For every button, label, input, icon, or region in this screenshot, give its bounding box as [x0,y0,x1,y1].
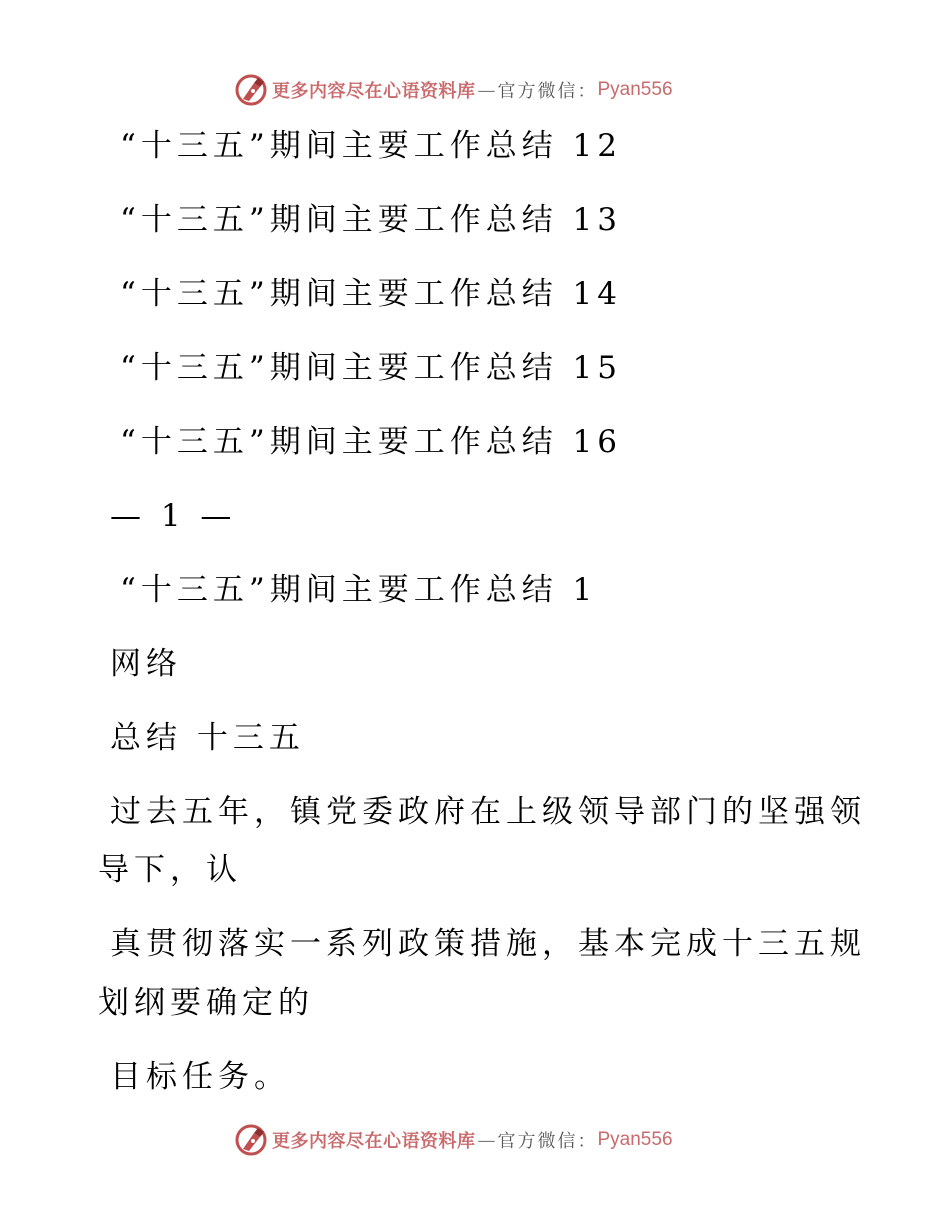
pen-nib-logo-icon [234,73,268,107]
section-title: “十三五”期间主要工作总结 1 [120,572,598,608]
toc-line-12: “十三五”期间主要工作总结 12 [120,128,622,164]
watermark-brand-text: 更多内容尽在心语资料库 [272,81,476,102]
body-line-2-wrap: 划纲要确定的 [98,985,314,1021]
pen-nib-logo-icon [234,1123,268,1157]
watermark-official-label: 官方微信： [497,81,598,102]
body-line-1-wrap: 导下，认 [98,852,242,888]
page-number: — 1 — [110,498,237,534]
watermark-brand-text: 更多内容尽在心语资料库 [272,1131,476,1152]
body-line-1: 过去五年，镇党委政府在上级领导部门的坚强领 [110,794,866,830]
toc-line-15: “十三五”期间主要工作总结 15 [120,350,622,386]
keyword-line: 网络 [110,646,182,682]
watermark-banner-bottom [234,1122,673,1158]
toc-line-14: “十三五”期间主要工作总结 14 [120,276,622,312]
watermark-official-label: 官方微信： [497,1131,598,1152]
toc-line-16: “十三五”期间主要工作总结 16 [120,424,622,460]
tags-line: 总结 十三五 [110,720,305,756]
watermark-separator: — [477,79,496,101]
watermark-wechat-id: Pyan556 [597,79,673,100]
watermark-wechat-id: Pyan556 [597,1129,673,1150]
watermark-separator: — [477,1129,496,1151]
watermark-banner-top [234,72,673,108]
toc-line-13: “十三五”期间主要工作总结 13 [120,202,622,238]
body-line-2: 真贯彻落实一系列政策措施，基本完成十三五规 [110,926,866,962]
body-line-3: 目标任务。 [110,1059,290,1095]
